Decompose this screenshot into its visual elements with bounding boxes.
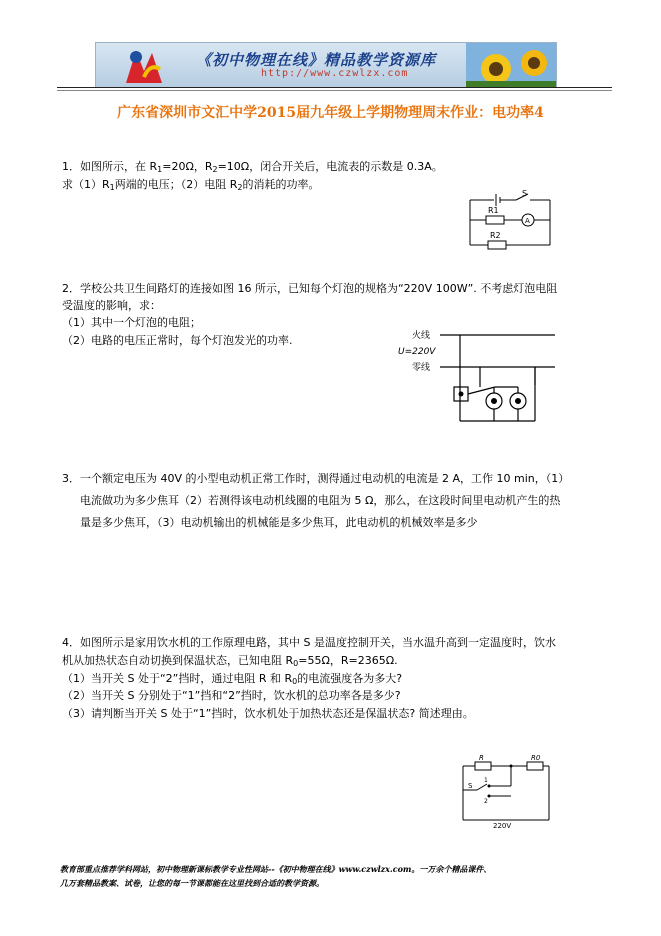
q3-line1: 3．一个额定电压为 40V 的小型电动机正常工作时，测得通过电动机的电流是 2 A，工作 10 min，（1） [62, 472, 570, 485]
sunflower-image [466, 43, 556, 87]
q1-line1: 1．如图所示，在 $R_1=20\Omega$，$R_2=10\Omega$，闭合开关后，电流表的示数是 0.3A。 [62, 160, 443, 174]
q3-line2: 电流做功为多少焦耳（2）若测得该电动机线圈的电阻为 5 Ω，那么，在这段时间里电动机产生的热 [80, 494, 561, 507]
header-rule [57, 87, 612, 88]
page-title: 广东省深圳市文汇中学2015届九年级上学期物理周末作业：电功率4 [117, 105, 544, 121]
q4-line5: （3）请判断当开关 S 处于“1”挡时，饮水机处于加热状态还是保温状态? 简述理由。 [62, 707, 474, 720]
q2-line4: （2）电路的电压正常时，每个灯泡发光的功率. [62, 334, 293, 347]
q4-line3: （1）当开关 S 处于“2”挡时，通过电阻 R 和 $R_0$的电流强度各为多大? [62, 672, 403, 686]
q4-voltage-label: 220V [493, 822, 512, 830]
site-logo [114, 43, 174, 87]
footer-line1: 教育部重点推荐学科网站，初中物理新课标教学专业性网站--《初中物理在线》www.czwlzx.com。一万余个精品课件、 [60, 864, 492, 874]
q2-line1: 2．学校公共卫生间路灯的连接如图 16 所示，已知每个灯泡的规格为“220V 100W”. 不考虑灯泡电阻 [62, 282, 558, 295]
footer [60, 862, 491, 890]
q4-pos2-label: 2 [484, 798, 488, 805]
footer-line2: 几万套精品教案、试卷，让您的每一节课都能在这里找到合适的教学资源。 [60, 878, 324, 888]
header-rule-thin [57, 90, 612, 91]
q4-r-label: R [479, 754, 484, 762]
q2-line2: 受温度的影响，求： [62, 299, 161, 312]
q2-circuit-diagram [390, 325, 560, 435]
q1-switch-label: S [522, 190, 528, 198]
q1-circuit-diagram [460, 190, 560, 250]
header-banner [95, 42, 557, 88]
q4-pos1-label: 1 [484, 777, 488, 784]
banner-title: 《初中物理在线》精品教学资源库 [196, 51, 437, 69]
q2-voltage-label: U=220V [398, 347, 436, 357]
q4-switch-label: S [468, 782, 473, 790]
q1-meter-label: A [525, 217, 530, 225]
q4-r0-label: R0 [531, 754, 541, 762]
q3-line3: 量是多少焦耳，（3）电动机输出的机械能是多少焦耳，此电动机的机械效率是多少 [80, 516, 478, 529]
q2-neutral-label: 零线 [412, 363, 431, 373]
q4-circuit-diagram [455, 752, 555, 832]
q4-line1: 4．如图所示是家用饮水机的工作原理电路，其中 S 是温度控制开关，当水温升高到一定温度时，饮水 [62, 636, 556, 649]
q1-r2-label: R2 [490, 231, 501, 240]
q4-line4: （2）当开关 S 分别处于“1”挡和“2”挡时，饮水机的总功率各是多少? [62, 689, 401, 702]
banner-url[interactable]: http://www.czwlzx.com [261, 68, 409, 79]
q2-line3: （1）其中一个灯泡的电阻； [62, 316, 201, 329]
q4-line2: 机从加热状态自动切换到保温状态，已知电阻 $R_0=55\Omega$，R=2365Ω. [62, 654, 398, 668]
q1-r1-label: R1 [488, 206, 499, 215]
q2-live-label: 火线 [412, 331, 431, 341]
q1-line2: 求$(1)R_1$两端的电压；（2）电阻 $R_2$的消耗的功率。 [62, 178, 320, 192]
